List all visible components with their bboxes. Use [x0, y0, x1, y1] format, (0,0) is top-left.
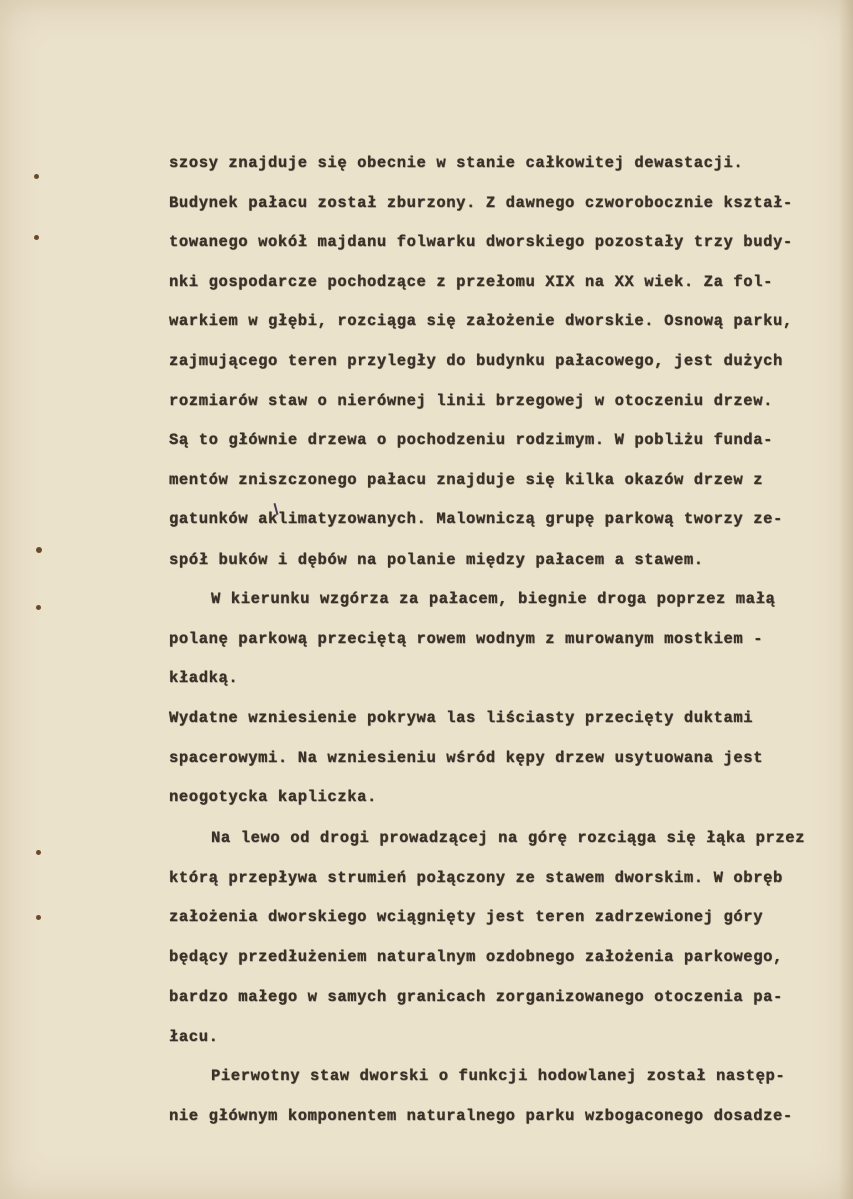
text-line: nie głównym komponentem naturalnego parku wzbogaconego dosadze- — [169, 1107, 793, 1125]
text-line: gatunków aklimatyzowanych. Malowniczą grupę parkową tworzy ze- — [169, 510, 783, 528]
text-line: Wydatne wzniesienie pokrywa las liściasty przecięty duktami — [169, 709, 754, 727]
punch-mark — [34, 174, 39, 179]
text-line: W kierunku wzgórza za pałacem, biegnie droga poprzez małą — [211, 590, 776, 608]
text-line: neogotycka kapliczka. — [169, 788, 377, 806]
text-line: zajmującego teren przyległy do budynku pałacowego, jest dużych — [169, 352, 783, 370]
text-line: bardzo małego w samych granicach zorganizowanego otoczenia pa- — [169, 988, 783, 1006]
text-line: Na lewo od drogi prowadzącej na górę rozciąga się łąka przez — [211, 829, 806, 847]
text-line: rozmiarów staw o nierównej linii brzegowej w otoczeniu drzew. — [169, 392, 773, 410]
punch-mark — [36, 850, 41, 855]
text-line: którą przepływa strumień połączony ze stawem dworskim. W obręb — [169, 869, 783, 887]
text-line: towanego wokół majdanu folwarku dworskiego pozostały trzy budy- — [169, 233, 793, 251]
text-line: łacu. — [169, 1028, 219, 1046]
text-line: nki gospodarcze pochodzące z przełomu XIX na XX wiek. Za fol- — [169, 273, 773, 291]
punch-mark — [36, 915, 41, 920]
punch-mark — [36, 605, 41, 610]
text-line: Są to głównie drzewa o pochodzeniu rodzimym. W pobliżu funda- — [169, 431, 773, 449]
text-line: kładką. — [169, 669, 239, 687]
text-line: szosy znajduje się obecnie w stanie całkowitej dewastacji. — [169, 154, 744, 172]
text-line: spacerowymi. Na wzniesieniu wśród kępy drzew usytuowana jest — [169, 749, 764, 767]
text-line: Pierwotny staw dworski o funkcji hodowlanej został następ- — [211, 1067, 786, 1085]
text-line: Budynek pałacu został zburzony. Z dawnego czworobocznie kształ- — [169, 194, 793, 212]
text-line: mentów zniszczonego pałacu znajduje się kilka okazów drzew z — [169, 471, 764, 489]
punch-mark — [34, 235, 39, 240]
text-line: spół buków i dębów na polanie między pałacem a stawem. — [169, 551, 704, 569]
punch-mark — [36, 547, 42, 553]
text-line: warkiem w głębi, rozciąga się założenie dworskie. Osnową parku, — [169, 312, 793, 330]
page-edge-shadow — [839, 0, 853, 1199]
text-line: będący przedłużeniem naturalnym ozdobnego założenia parkowego, — [169, 948, 783, 966]
text-line: polanę parkową przeciętą rowem wodnym z murowanym mostkiem - — [169, 630, 764, 648]
text-line: założenia dworskiego wciągnięty jest teren zadrzewionej góry — [169, 908, 764, 926]
